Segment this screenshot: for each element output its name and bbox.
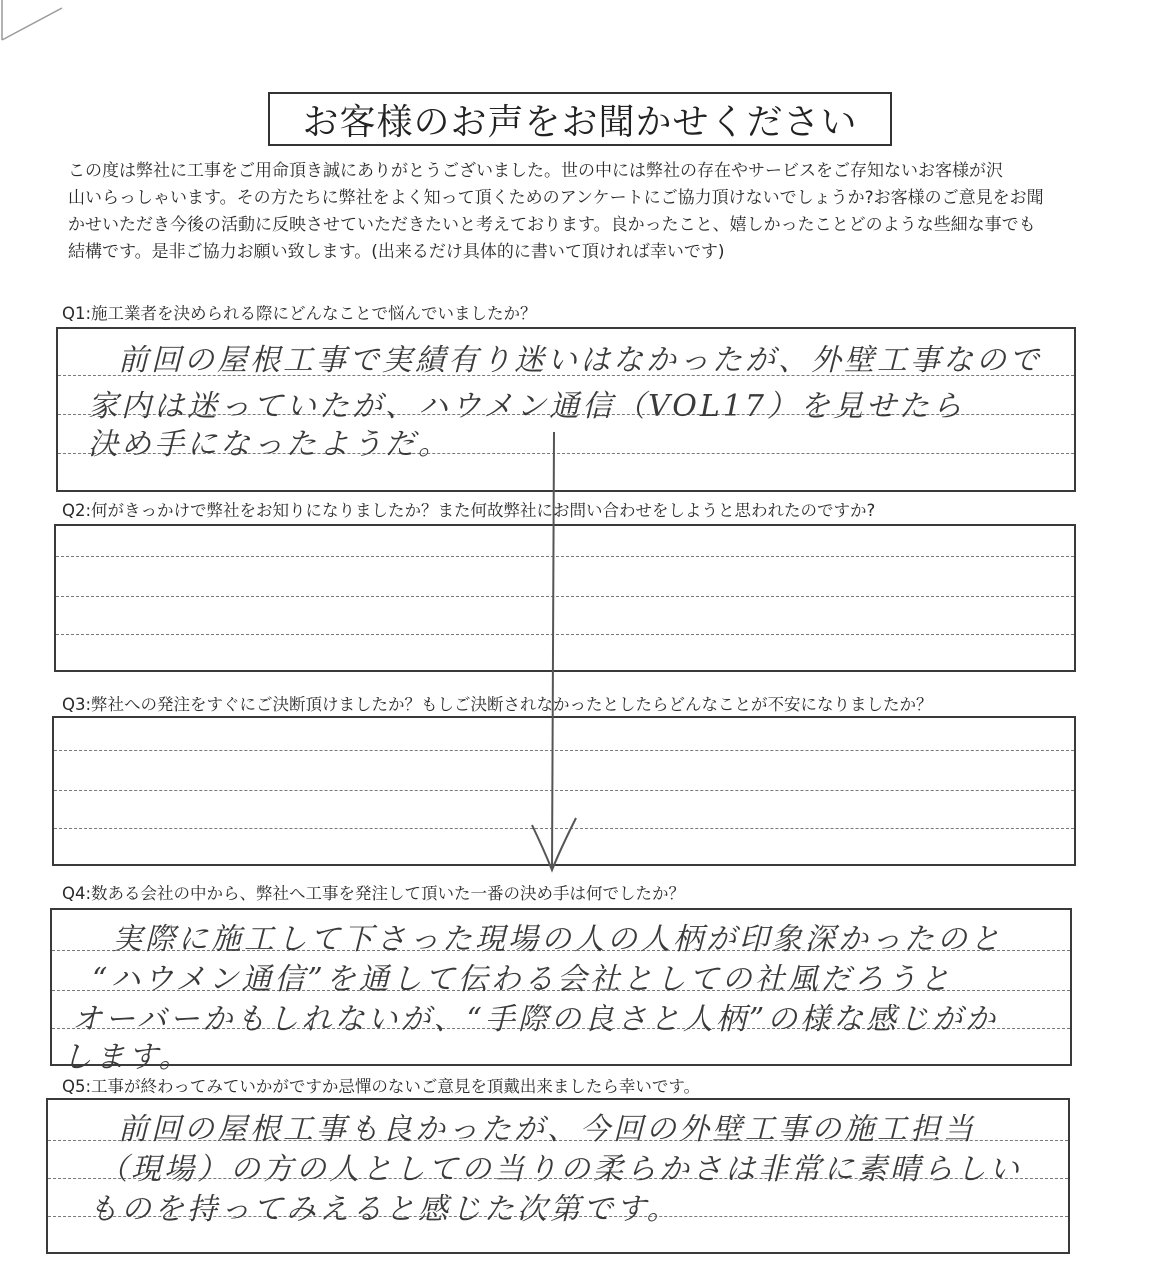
question-5-label: Q5:工事が終わってみていかがですか忌憚のないご意見を頂戴出来ましたら幸いです。 [62, 1077, 701, 1096]
handwritten-answer-line: します。 [62, 1040, 192, 1075]
handwritten-answer-line: 決め手になったようだ。 [88, 427, 451, 462]
handwritten-answer-line: 実際に施工して下さった現場の人の人柄が印象深かったのと [112, 922, 1003, 957]
corner-fold-mark [0, 0, 90, 70]
question-1-label: Q1:施工業者を決められる際にどんなことで悩んでいましたか？ [62, 304, 537, 323]
handwritten-answer-line: 前回の屋根工事で実績有り迷いはなかったが、外壁工事なので [118, 343, 1042, 378]
handwritten-answer-line: 家内は迷っていたが、ハウメン通信（VOL17）を見せたら [88, 389, 965, 424]
intro-line: かせいただき今後の活動に反映させていただきたいと考えております。良かったこと、嬉しかったことどのような些細な事でも [68, 215, 1036, 235]
handwritten-answer-line: （現場）の方の人としての当りの柔らかさは非常に素晴らしい [98, 1152, 1022, 1187]
handwritten-answer-line: 前回の屋根工事も良かったが、今回の外壁工事の施工担当 [118, 1112, 976, 1147]
handwritten-answer-line: ものを持ってみえると感じた次第です。 [88, 1192, 680, 1227]
question-2-label: Q2:何がきっかけで弊社をお知りになりましたか？また何故弊社にお問い合わせをしようと思われたのですか? [62, 501, 876, 520]
page-title: お客様のお声をお聞かせください [268, 92, 892, 146]
answer-box-4[interactable] [50, 908, 1072, 1075]
intro-line: 結構です。是非ご協力お願い致します。(出来るだけ具体的に書いて頂ければ幸いです) [68, 242, 725, 262]
handwritten-answer-line: “ハウメン通信”を通して伝わる会社としての社風だろうと [92, 962, 953, 997]
intro-line: 山いらっしゃいます。その方たちに弊社をよく知って頂くためのアンケートにご協力頂けないでしょうか?お客様のご意見をお聞 [68, 188, 1044, 208]
question-4-label: Q4:数ある会社の中から、弊社へ工事を発注して頂いた一番の決め手は何でしたか？ [62, 884, 686, 903]
intro-paragraph [68, 158, 1098, 266]
hand-drawn-arrow-icon [520, 430, 590, 890]
answer-box-5[interactable] [46, 1098, 1070, 1254]
intro-line: この度は弊社に工事をご用命頂き誠にありがとうございました。世の中には弊社の存在やサービスをご存知ないお客様が沢 [68, 161, 1003, 181]
handwritten-answer-line: オーバーかもしれないが、“手際の良さと人柄”の様な感じがか [72, 1002, 999, 1037]
question-3-label: Q3:弊社への発注をすぐにご決断頂けましたか？もしご決断されなかったとしたらどんなことが不安になりましたか？ [62, 695, 933, 714]
